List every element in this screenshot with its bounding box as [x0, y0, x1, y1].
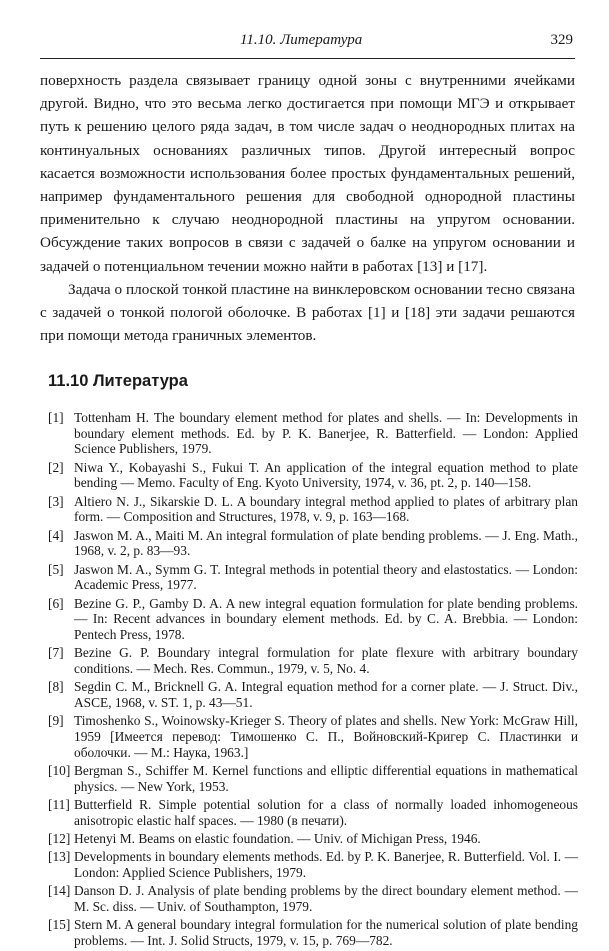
paragraph-1: поверхность раздела связывает границу одной зоны с внутренними ячейками другой. Видно, что это весьма легко достигается при помощи МГЭ и открывает путь к решению целого ряда задач, в том числе задач о неоднородных плитах на континуальных основаниях различных типов. Другой интересный вопрос касается возможности использования более простых фундаментальных решений, например фундаментального решения для свободной однородной пластины применительно к случаю неоднородной пластины на упругом основании. Обсуждение таких вопросов в связи с задачей о балке на упругом основании и задачей о потенциальном течении можно найти в работах [13] и [17]. [40, 72, 575, 275]
reference-item [38, 797, 578, 828]
reference-item [38, 460, 578, 491]
paragraph-2: Задача о плоской тонкой пластине на винклеровском основании тесно связана с задачей о тонкой пологой оболочке. В работах [1] и [18] эти задачи решаются при помощи метода граничных элементов. [40, 280, 575, 345]
page-number: 329 [550, 32, 573, 48]
reference-text: Danson D. J. Analysis of plate bending problems by the direct boundary element method. — M. Sc. diss. — Univ. of Southampton, 1979. [74, 883, 578, 915]
reference-text: Tottenham H. The boundary element method for plates and shells. — In: Developments in boundary element methods. Ed. by P. K. Banerjee, R. Batterfield. — London: Applied Science Publishers, 1979. [74, 410, 578, 457]
running-header [40, 28, 575, 59]
reference-item [38, 849, 578, 880]
reference-text: Jaswon M. A., Symm G. T. Integral methods in potential theory and elastostatics. — London: Academic Press, 1977. [74, 561, 578, 593]
reference-item [38, 713, 578, 760]
reference-item [38, 763, 578, 794]
reference-number: [7] [48, 645, 64, 661]
reference-number: [14] [48, 883, 71, 899]
reference-number: [10] [48, 763, 71, 779]
reference-text: Bezine G. P. Boundary integral formulation for plate flexure with arbitrary boundary conditions. — Mech. Res. Commun., 1979, v. 5, No. 4. [74, 645, 578, 677]
reference-item [38, 679, 578, 710]
reference-number: [2] [48, 459, 64, 475]
reference-text: Butterfield R. Simple potential solution for a class of normally loaded inhomogeneous anisotropic elastic half spaces. — 1980 (в печати). [74, 797, 578, 828]
reference-item [38, 410, 578, 457]
reference-list [38, 410, 578, 951]
reference-item [38, 494, 578, 525]
reference-item [38, 596, 578, 643]
reference-item [38, 645, 578, 676]
reference-text: Bergman S., Schiffer M. Kernel functions and elliptic differential equations in mathematical physics. — New York, 1953. [74, 763, 578, 794]
reference-text: Stern M. A general boundary integral formulation for the numerical solution of plate bending problems. — Int. J. Solid Structs, 1979, v. 15, p. 769—782. [74, 917, 578, 949]
reference-text: Jaswon M. A., Maiti M. An integral formulation of plate bending problems. — J. Eng. Math., 1968, v. 2, p. 83—93. [74, 527, 578, 559]
reference-text: Developments in boundary elements methods. Ed. by P. K. Banerjee, R. Butterfield. Vol. I. — London: Applied Science Publishers, 1979. [74, 849, 578, 881]
reference-number: [4] [48, 527, 64, 543]
reference-text: Niwa Y., Kobayashi S., Fukui T. An application of the integral equation method to plate bending — Memo. Faculty of Eng. Kyoto University, 1974, v. 36, pt. 2, p. 140—158. [74, 459, 578, 491]
reference-number: [8] [48, 679, 64, 695]
reference-item [38, 562, 578, 593]
reference-item [38, 528, 578, 559]
reference-text: Altiero N. J., Sikarskie D. L. A boundary integral method applied to plates of arbitrary plan form. — Composition and Structures, 1978, v. 9, p. 163—168. [74, 493, 578, 525]
reference-text: Hetenyi M. Beams on elastic foundation. — Univ. of Michigan Press, 1946. [74, 831, 481, 847]
reference-number: [13] [48, 849, 71, 865]
reference-number: [5] [48, 561, 64, 577]
reference-number: [12] [48, 831, 71, 847]
reference-text: Bezine G. P., Gamby D. A. A new integral equation formulation for plate bending problems. — In: Recent advances in boundary element methods. Ed. by C. A. Brebbia. — London: Pentech Press, 1978. [74, 595, 578, 643]
running-title: 11.10. Литература [240, 32, 363, 48]
reference-number: [15] [48, 917, 71, 933]
section-heading: 11.10 Литература [48, 372, 188, 390]
reference-number: [3] [48, 493, 64, 509]
reference-number: [6] [48, 595, 64, 611]
reference-text: Segdin C. M., Bricknell G. A. Integral equation method for a corner plate. — J. Struct. Div., ASCE, 1968, v. ST. 1, p. 43—51. [74, 679, 578, 711]
reference-item [38, 917, 578, 948]
reference-number: [9] [48, 713, 64, 729]
reference-text: Timoshenko S., Woinowsky-Krieger S. Theory of plates and shells. New York: McGraw Hill, 1959 [Имеется перевод: Тимошенко С. П., Войновский-Кригер С. Пластинки и оболочки. — М.: Наука, 1963.] [74, 713, 578, 760]
reference-item [38, 831, 578, 847]
reference-number: [1] [48, 410, 64, 425]
body-text [40, 69, 575, 347]
reference-number: [11] [48, 797, 70, 813]
reference-item [38, 883, 578, 914]
